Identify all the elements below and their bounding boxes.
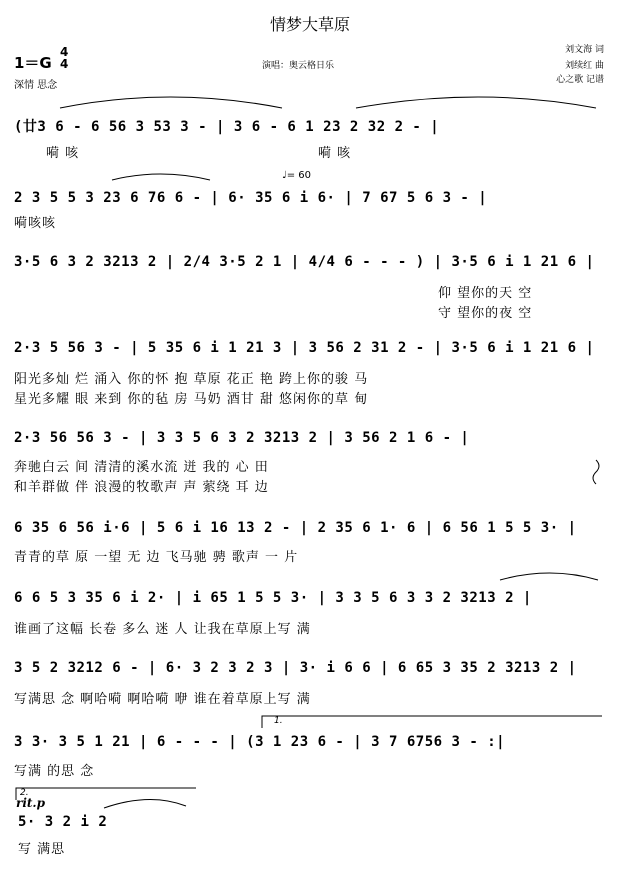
- notation-line-5: 2·3 56 56 3 - | 3 3 5 6 3 2 3213 2 | 3 56 2 1 6 - |: [14, 430, 470, 446]
- tempo-marking: ♩= 60: [282, 170, 311, 181]
- notation-line-8: 3 5 2 3212 6 - | 6· 3 2 3 2 3 | 3· i 6 6 | 6 65 3 35 2 3213 2 |: [14, 660, 577, 676]
- performer-credit: 演唱：奥云格日乐: [262, 61, 335, 71]
- song-title: 情梦大草原: [269, 15, 350, 34]
- lyric-line-2: 嗬咳咳: [14, 216, 57, 231]
- composer-credit: 刘续红 曲: [565, 61, 604, 71]
- lyric-line-8: 写满思 念 啊哈嗬 啊哈嗬 咿 谁在着草原上写 满: [14, 692, 311, 707]
- lyric-line-1-a: 嗬 咳: [46, 146, 80, 161]
- notation-line-6: 6 35 6 56 i·6 | 5 6 i 16 13 2 - | 2 35 6 1· 6 | 6 56 1 5 5 3· |: [14, 520, 577, 536]
- slur-arc: [60, 97, 282, 108]
- lyric-line-5-b: 和羊群做 伴 浪漫的牧歌声 声 萦绕 耳 边: [14, 480, 269, 495]
- lyric-line-4-b: 星光多耀 眼 来到 你的毡 房 马奶 酒甘 甜 悠闲你的草 甸: [14, 392, 369, 407]
- key-signature: 1＝G: [14, 54, 52, 72]
- notation-line-3: 3·5 6 3 2 3213 2 | 2/4 3·5 2 1 | 4/4 6 - - - ) | 3·5 6 i 1 21 6 |: [14, 254, 595, 270]
- mood-marking: 深情 思念: [14, 80, 58, 91]
- volta-2-label: 2.: [20, 788, 29, 798]
- lyric-line-9: 写满 的思 念: [14, 764, 95, 779]
- rit-marking: rit.p: [16, 796, 45, 810]
- notation-line-2: 2 3 5 5 3 23 6 76 6 - | 6· 35 6 i 6· | 7 67 5 6 3 - |: [14, 190, 488, 206]
- time-signature-bottom: 4: [60, 57, 69, 71]
- volta-1-bracket: [262, 716, 602, 728]
- notation-line-4: 2·3 5 56 3 - | 5 35 6 i 1 21 3 | 3 56 2 31 2 - | 3·5 6 i 1 21 6 |: [14, 340, 595, 356]
- time-signature-top: 4: [60, 45, 69, 59]
- lyricist-credit: 刘文海 词: [565, 45, 604, 55]
- notation-line-10: 5· 3 2 i 2: [18, 814, 108, 830]
- slur-arc: [356, 97, 596, 108]
- volta-1-label: 1.: [274, 716, 283, 726]
- lyric-line-3-a: 仰 望你的天 空: [438, 286, 533, 301]
- notation-line-1: (廿3 6 - 6 56 3 53 3 - | 3 6 - 6 1 23 2 32 2 - |: [14, 119, 440, 135]
- lyric-line-6: 青青的草 原 一望 无 边 飞马驰 骋 歌声 一 片: [14, 550, 299, 565]
- lyric-line-4-a: 阳光多灿 烂 涌入 你的怀 抱 草原 花正 艳 跨上你的骏 马: [14, 372, 369, 387]
- lyric-line-1-b: 嗬 咳: [318, 146, 352, 161]
- slur-arc: [500, 573, 598, 580]
- lyric-line-3-b: 守 望你的夜 空: [438, 306, 533, 321]
- lyric-line-7: 谁画了这幅 长卷 多么 迷 人 让我在草原上写 满: [14, 622, 311, 637]
- notation-line-9: 3 3· 3 5 1 21 | 6 - - - | (3 1 23 6 - | 3 7 6756 3 - :|: [14, 734, 506, 750]
- transcriber-credit: 心之歌 记谱: [556, 75, 604, 85]
- notation-line-7: 6 6 5 3 35 6 i 2· | i 65 1 5 5 3· | 3 3 5 6 3 3 2 3213 2 |: [14, 590, 532, 606]
- slur-arc: [104, 799, 186, 808]
- lyric-line-10: 写 满思: [18, 842, 66, 857]
- arpeggio-mark: [593, 460, 599, 484]
- lyric-line-5-a: 奔驰白云 间 清清的溪水流 迸 我的 心 田: [14, 460, 269, 475]
- slur-arc: [112, 174, 210, 180]
